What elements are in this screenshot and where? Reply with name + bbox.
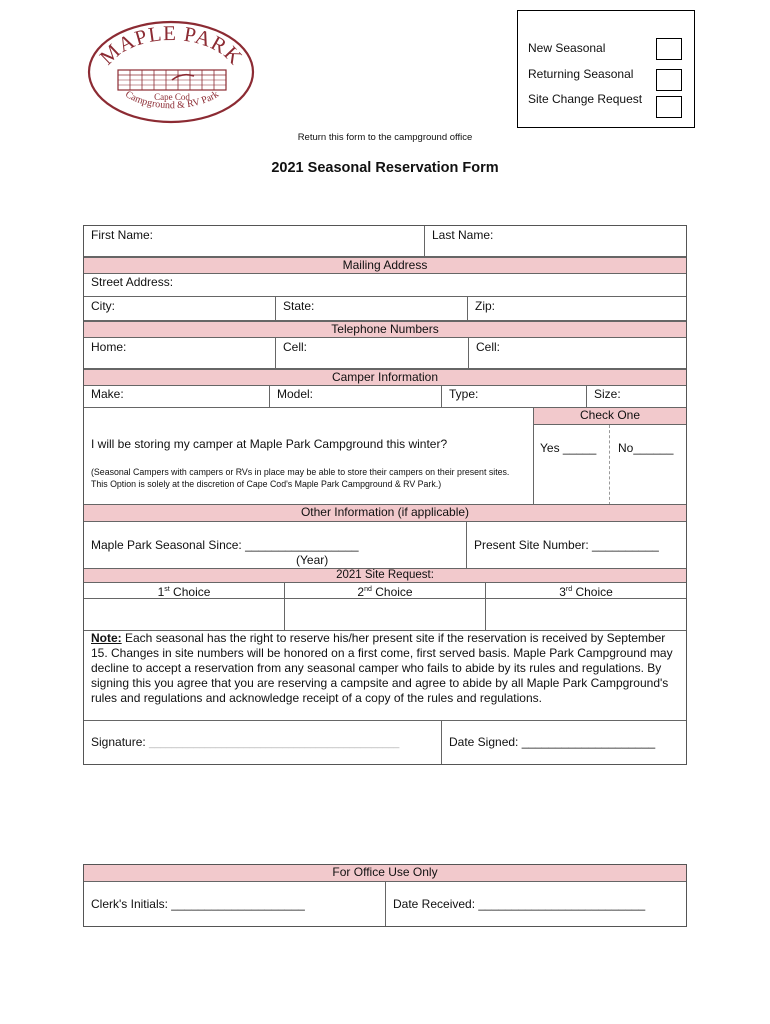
signature-line: _____________________________________________ <box>149 738 400 749</box>
city-label: City: <box>91 299 115 313</box>
zip-label: Zip: <box>475 299 496 313</box>
other-information-header: Other Information (if applicable) <box>84 504 686 522</box>
cell-phone-label-2: Cell: <box>476 340 501 354</box>
signature-row <box>84 721 686 764</box>
first-choice-input[interactable] <box>84 599 284 630</box>
check-one-header: Check One <box>533 408 686 425</box>
cell-phone-label-1: Cell: <box>283 340 308 354</box>
cell-phone-field-2[interactable] <box>468 338 686 368</box>
storage-block <box>84 408 686 505</box>
site-request-header: 2021 Site Request: <box>84 568 686 583</box>
signature-field[interactable] <box>84 721 441 764</box>
clerk-initials-field[interactable] <box>84 882 385 926</box>
state-field[interactable] <box>275 297 467 320</box>
seasonal-since-row <box>84 522 686 568</box>
choices-header-row <box>84 583 686 599</box>
first-choice-label: 1st Choice <box>157 585 211 599</box>
camper-information-header: Camper Information <box>84 369 686 386</box>
zip-field[interactable] <box>467 297 686 320</box>
present-site-label: Present Site Number: __________ <box>474 538 659 552</box>
last-name-field[interactable] <box>424 226 686 256</box>
last-name-label: Last Name: <box>432 228 494 242</box>
make-field[interactable] <box>84 386 269 407</box>
return-instructions: Return this form to the campground office <box>297 132 473 143</box>
state-label: State: <box>283 299 315 313</box>
model-label: Model: <box>277 387 314 401</box>
choices-input-row <box>84 599 686 631</box>
present-site-field[interactable] <box>466 522 686 568</box>
returning-seasonal-label: Returning Seasonal <box>528 67 634 81</box>
first-name-label: First Name: <box>91 228 154 242</box>
seasonal-type-box <box>517 10 695 128</box>
maple-park-logo <box>86 20 256 124</box>
size-field[interactable] <box>586 386 686 407</box>
camper-details-row <box>84 386 686 408</box>
svg-text:Cape Cod: Cape Cod <box>154 92 190 102</box>
phone-row <box>84 338 686 369</box>
seasonal-since-field[interactable] <box>84 522 466 568</box>
street-address-field[interactable] <box>84 274 686 296</box>
date-signed-label: Date Signed: ____________________ <box>449 735 656 749</box>
date-signed-field[interactable] <box>441 721 686 764</box>
home-phone-label: Home: <box>91 340 127 354</box>
second-choice-label: 2nd Choice <box>284 583 485 598</box>
site-change-request-checkbox[interactable] <box>656 96 682 118</box>
make-label: Make: <box>91 387 124 401</box>
svg-text:MAPLE PARK: MAPLE PARK <box>94 20 248 70</box>
signature-label: Signature: _____________________________________________ <box>91 735 400 749</box>
size-label: Size: <box>594 387 621 401</box>
note-body: Each seasonal has the right to reserve his/her present site if the reservation is received by September 15. Changes in site numbers will be honored on a first come, first served basis. Maple Park Campground may decline to accept a reservation from any seasonal camper who fails to abide by its rules and regulations. By signing this you agree that you are reserving a campsite and agree to abide by all Maple Park Campground's rules and regulations and acknowledge receipt of a copy of the rules and regulations. <box>91 631 673 705</box>
note-label: Note: <box>91 631 122 645</box>
street-row <box>84 274 686 297</box>
first-name-field[interactable] <box>84 226 424 256</box>
home-phone-field[interactable] <box>84 338 275 368</box>
reservation-form <box>83 225 687 765</box>
note-section <box>84 631 686 721</box>
third-choice-input[interactable] <box>485 599 686 630</box>
no-option-label: No______ <box>618 441 674 455</box>
site-change-request-label: Site Change Request <box>528 92 643 106</box>
office-row <box>84 882 686 926</box>
city-state-zip-row <box>84 297 686 321</box>
street-address-label: Street Address: <box>91 275 174 289</box>
second-choice-input[interactable] <box>284 599 485 630</box>
office-use-header: For Office Use Only <box>84 865 686 882</box>
storing-question: I will be storing my camper at Maple Park Campground this winter? <box>91 437 448 451</box>
clerk-initials-label: Clerk's Initials: ____________________ <box>91 897 305 911</box>
svg-text:Campground & RV Park: Campground & RV Park <box>123 88 221 112</box>
name-row <box>84 226 686 257</box>
storing-note: (Seasonal Campers with campers or RVs in place may be able to store their campers on their present sites. This Option is solely at the discretion of Cape Cod's Maple Park Campground & RV Park.) <box>91 467 510 489</box>
returning-seasonal-checkbox[interactable] <box>656 69 682 91</box>
office-use-box <box>83 864 687 927</box>
cell-phone-field-1[interactable] <box>275 338 468 368</box>
new-seasonal-label: New Seasonal <box>528 41 606 55</box>
type-label: Type: <box>449 387 479 401</box>
date-received-field[interactable] <box>385 882 686 926</box>
third-choice-label: 3rd Choice <box>485 583 686 598</box>
seasonal-since-label: Maple Park Seasonal Since: _________________ <box>91 538 359 552</box>
telephone-numbers-header: Telephone Numbers <box>84 321 686 338</box>
year-label: (Year) <box>296 553 329 567</box>
yes-option-label: Yes _____ <box>540 441 597 455</box>
mailing-address-header: Mailing Address <box>84 257 686 274</box>
type-field[interactable] <box>441 386 586 407</box>
no-option[interactable] <box>610 425 686 505</box>
new-seasonal-checkbox[interactable] <box>656 38 682 60</box>
note-text <box>84 631 686 706</box>
city-field[interactable] <box>84 297 275 320</box>
yes-option[interactable] <box>533 425 610 505</box>
date-received-label: Date Received: _________________________ <box>393 897 646 911</box>
form-title: 2021 Seasonal Reservation Form <box>271 160 499 176</box>
model-field[interactable] <box>269 386 441 407</box>
